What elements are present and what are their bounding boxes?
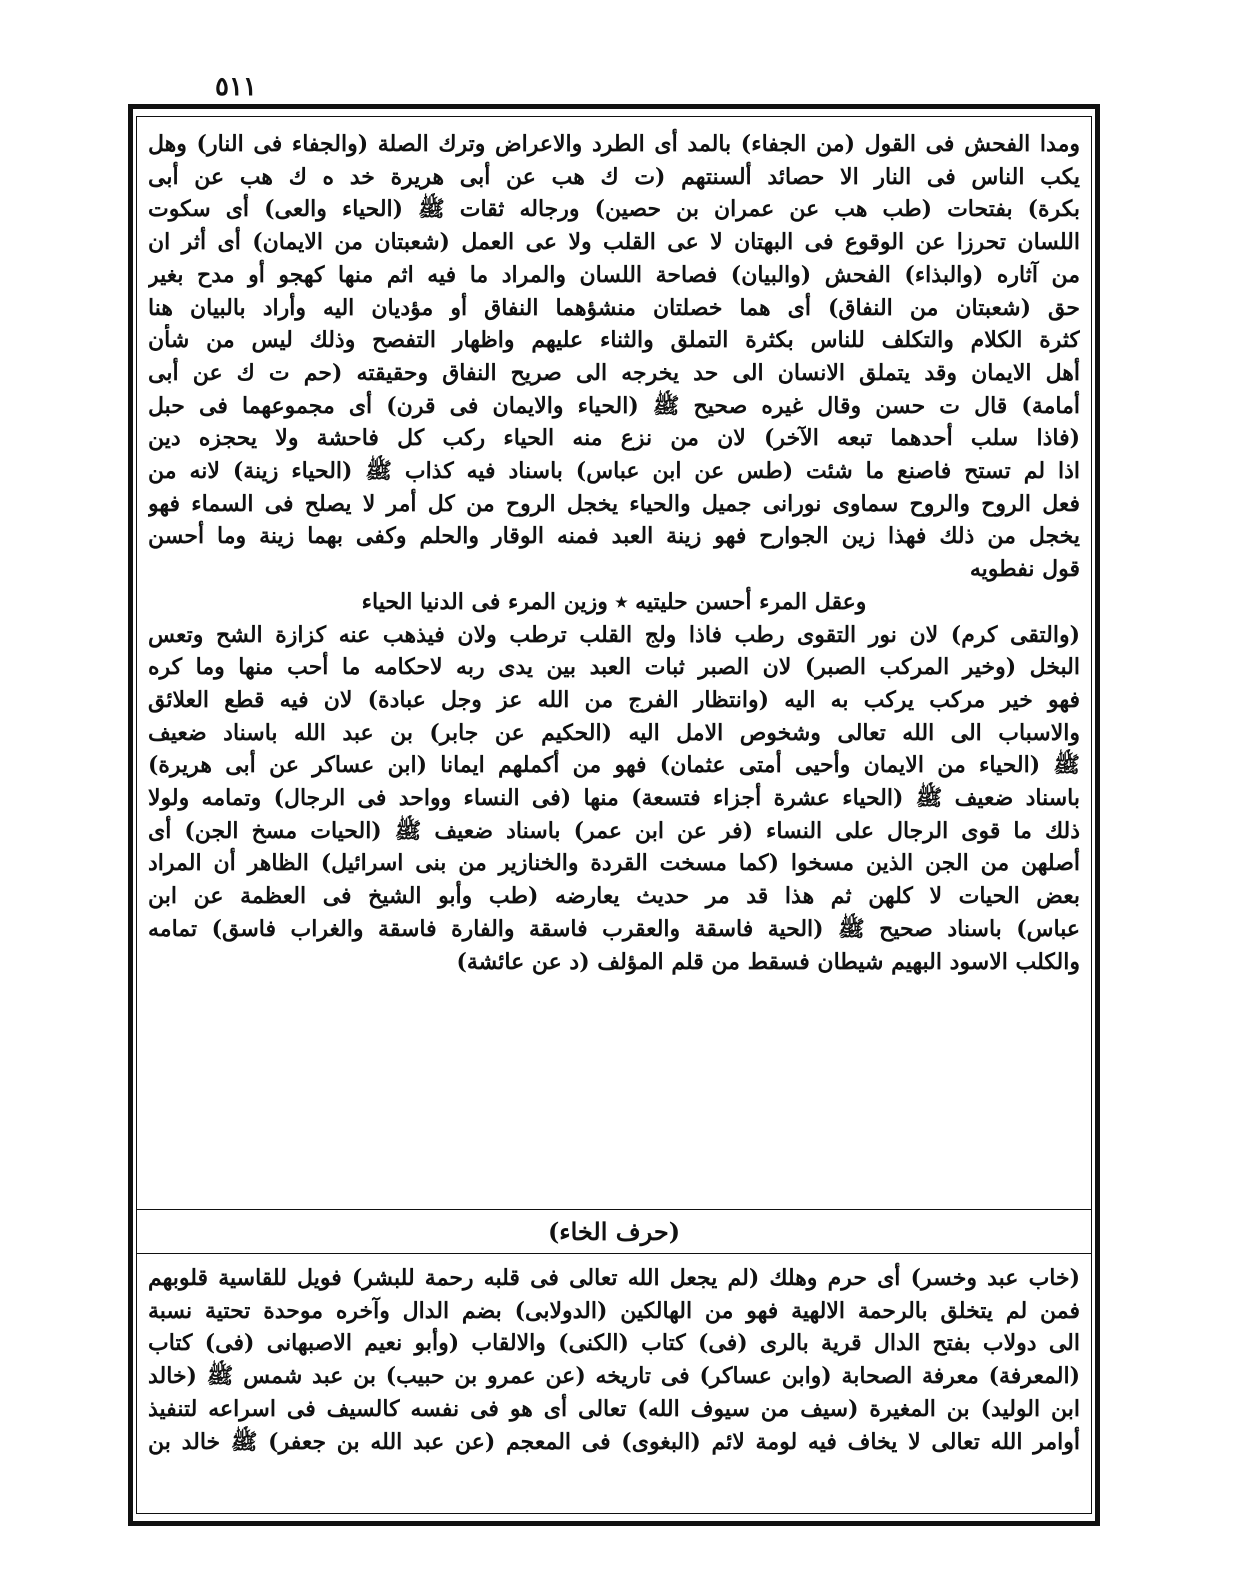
- text-line: فمن لم يتخلق بالرحمة الالهية فهو من الهالكين (الدولابى) بضم الدال وآخره موحدة تحتية نسبة: [148, 1297, 1080, 1324]
- text-line: يخجل من ذلك فهذا زين الجوارح فهو زينة العبد فمنه الوقار والحلم وكفى بهما زينة وما أحسن: [148, 523, 1080, 550]
- text-line: ابن الوليد) بن المغيرة (سيف من سيوف الله) تعالى أى هو فى نفسه كالسيف فى اسراعه لتنفيذ: [148, 1395, 1080, 1422]
- text-line: ﷺ (الحياء من الايمان وأحيى أمتى عثمان) فهو من أكملهم ايمانا (ابن عساكر عن أبى هريرة): [148, 752, 1080, 779]
- text-line: اذا لم تستح فاصنع ما شئت (طس عن ابن عباس) باسناد فيه كذاب ﷺ (الحياء زينة) لانه من: [148, 458, 1080, 485]
- text-line: بعض الحيات لا كلهن ثم هذا قد مر حديث يعارضه (طب وأبو الشيخ فى العظمة عن ابن: [148, 883, 1080, 910]
- text-line: حق (شعبتان من النفاق) أى هما خصلتان منشؤهما النفاق أو مؤديان اليه وأراد بالبيان هنا: [148, 294, 1080, 321]
- text-line: أمامة) قال ت حسن وقال غيره صحيح ﷺ (الحياء والايمان فى قرن) أى مجموعهما فى حبل: [148, 392, 1080, 419]
- text-line: (المعرفة) معرفة الصحابة (وابن عساكر) فى تاريخه (عن عمرو بن حبيب) بن عبد شمس ﷺ (خالد: [148, 1363, 1080, 1390]
- text-line: فعل الروح والروح سماوى نورانى جميل والحياء يخجل الروح من كل أمر لا يصلح فى السماء فهو: [148, 490, 1080, 517]
- text-line: اللسان تحرزا عن الوقوع فى البهتان لا عى القلب ولا عى العمل (شعبتان من الايمان) أى أثر ان: [148, 229, 1080, 256]
- text-line: باسناد ضعيف ﷺ (الحياء عشرة أجزاء فتسعة) منها (فى النساء وواحد فى الرجال) وتمامه ولولا: [148, 785, 1080, 812]
- top-text-block: [148, 128, 1080, 1208]
- bottom-text-block: [148, 1262, 1080, 1502]
- text-line: (والتقى كرم) لان نور التقوى رطب فاذا ولج القلب ترطب ولان فيذهب عنه كزازة الشح وتعس: [148, 621, 1080, 648]
- text-line: قول نفطويه: [969, 556, 1080, 583]
- text-line: كثرة الكلام والتكلف للناس بكثرة التملق والثناء عليهم واظهار التفصح وذلك ليس من شأن: [148, 327, 1080, 354]
- text-line: (فاذا سلب أحدهما تبعه الآخر) لان من نزع منه الحياء ركب كل فاحشة ولا يحجزه دين: [148, 425, 1080, 452]
- text-line: بكرة) بفتحات (طب هب عن عمران بن حصين) ورجاله ثقات ﷺ (الحياء والعى) أى سكوت: [148, 196, 1080, 223]
- text-line: ذلك ما قوى الرجال على النساء (فر عن ابن عمر) باسناد ضعيف ﷺ (الحيات مسخ الجن) أى: [148, 817, 1080, 844]
- text-line: فهو خير مركب يركب به اليه (وانتظار الفرج من الله عز وجل عبادة) لان فيه قطع العلائق: [148, 686, 1080, 713]
- text-line: والاسباب الى الله تعالى وشخوص الامل اليه (الحكيم عن جابر) بن عبد الله باسناد ضعيف: [148, 719, 1080, 746]
- section-divider-top: [136, 1209, 1092, 1210]
- text-line: ومدا الفحش فى القول (من الجفاء) بالمد أى الطرد والاعراض وترك الصلة (والجفاء فى النار) وهل: [148, 131, 1080, 157]
- section-divider-bottom: [136, 1253, 1092, 1254]
- text-line: أصلهن من الجن الذين مسخوا (كما مسخت القردة والخنازير من بنى اسرائيل) الظاهر أن المراد: [148, 850, 1080, 877]
- poetry-verse: وعقل المرء أحسن حليتيه ٭ وزين المرء فى الدنيا الحياء: [361, 588, 867, 615]
- page-number: ٥١١: [215, 72, 257, 102]
- text-line: (خاب عبد وخسر) أى حرم وهلك (لم يجعل الله تعالى فى قلبه رحمة للبشر) فويل للقاسية قلوبهم: [148, 1265, 1080, 1291]
- text-line: الى دولاب بفتح الدال قرية بالرى (فى) كتاب (الكنى) والالقاب (وأبو نعيم الاصبهانى (فى) كتاب: [148, 1330, 1080, 1357]
- text-line: يكب الناس فى النار الا حصائد ألسنتهم (ت ك هب عن أبى هريرة خد ه ك هب عن أبى: [148, 163, 1080, 190]
- text-line: عباس) باسناد صحيح ﷺ (الحية فاسقة والعقرب فاسقة والفارة فاسقة والغراب فاسق) تمامه: [148, 915, 1080, 942]
- text-line: البخل (وخير المركب الصبر) لان الصبر ثبات العبد بين يدى ربه لاحكامه ما أحب منها وما كره: [148, 654, 1080, 681]
- text-line: من آثاره (والبذاء) الفحش (والبيان) فصاحة اللسان والمراد ما فيه اثم منها كهجو أو مدح بغير: [148, 261, 1080, 288]
- text-line: أوامر الله تعالى لا يخاف فيه لومة لائم (البغوى) فى المعجم (عن عبد الله بن جعفر) ﷺ خالد بن: [148, 1428, 1080, 1455]
- text-line: والكلب الاسود البهيم شيطان فسقط من قلم المؤلف (د عن عائشة): [456, 948, 1080, 975]
- text-line: أهل الايمان وقد يتملق الانسان الى حد يخرجه الى صريح النفاق وحقيقته (حم ت ك عن أبى: [148, 359, 1080, 386]
- section-heading: (حرف الخاء): [547, 1217, 681, 1246]
